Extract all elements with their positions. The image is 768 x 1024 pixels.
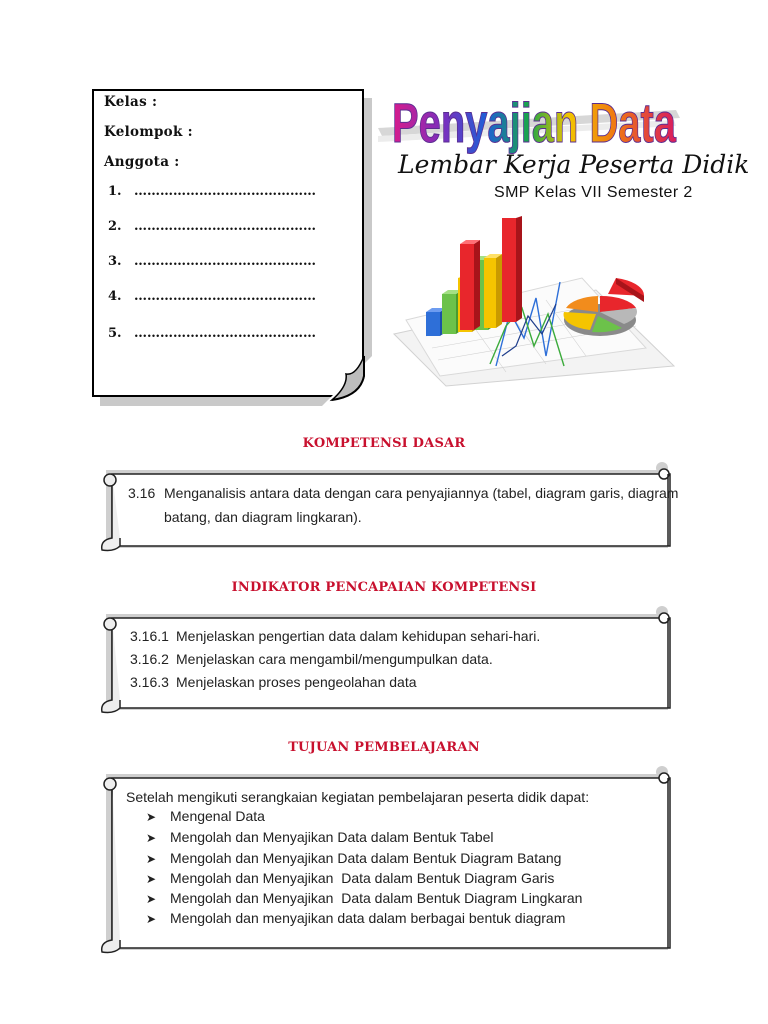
indikator-heading: INDIKATOR PENCAPAIAN KOMPETENSI <box>231 580 537 595</box>
tujuan-item-text: Mengolah dan Menyajikan Data dalam Bentuk Diagram Lingkaran <box>170 890 583 906</box>
member-row-3 <box>108 254 316 269</box>
kd-text-first-line: Menganalisis antara data dengan cara penyajiannya (tabel, diagram garis, diagram <box>164 485 679 501</box>
indikator-code: 3.16.2 <box>130 651 169 667</box>
member-blank-line: …………………………………… <box>134 289 316 304</box>
tujuan-intro: Setelah mengikuti serangkaian kegiatan pembelajaran peserta didik dapat: <box>126 789 590 805</box>
tujuan-item-text: Mengolah dan menyajikan data dalam berbagai bentuk diagram <box>170 910 566 926</box>
member-row-4 <box>108 289 316 304</box>
indikator-item <box>130 628 540 644</box>
tujuan-item-text: Mengolah dan Menyajikan Data dalam Bentuk Tabel <box>170 829 494 845</box>
tujuan-item <box>146 870 554 886</box>
indikator-item <box>130 651 493 667</box>
member-number: 4. <box>108 289 122 304</box>
arrowhead-bullet-icon: ➤ <box>146 912 157 926</box>
page-curl-icon <box>322 356 372 406</box>
worksheet-subtitle: Lembar Kerja Peserta Didik <box>398 150 750 179</box>
kelas-label: Kelas : <box>104 94 158 110</box>
title-main-text: Penyajian Data <box>392 91 677 154</box>
class-semester-info: SMP Kelas VII Semester 2 <box>494 184 693 201</box>
member-row-2 <box>108 219 316 234</box>
member-blank-line: …………………………………… <box>134 254 316 269</box>
3d-bar-and-pie-chart-illustration <box>386 216 676 386</box>
indikator-text: Menjelaskan cara mengambil/mengumpulkan data. <box>176 651 493 667</box>
indikator-code: 3.16.1 <box>130 628 169 644</box>
tujuan-item <box>146 829 494 845</box>
arrowhead-bullet-icon: ➤ <box>146 852 157 866</box>
indikator-text: Menjelaskan proses pengeolahan data <box>176 674 417 690</box>
member-number: 5. <box>108 326 122 341</box>
arrowhead-bullet-icon: ➤ <box>146 872 157 886</box>
arrowhead-bullet-icon: ➤ <box>146 831 157 845</box>
kompetensi-dasar-heading: KOMPETENSI DASAR <box>302 436 466 451</box>
indikator-item <box>130 674 417 690</box>
member-blank-line: …………………………………… <box>134 326 316 341</box>
arrowhead-bullet-icon: ➤ <box>146 892 157 906</box>
tujuan-item-text: Mengenal Data <box>170 808 265 824</box>
arrowhead-bullet-icon: ➤ <box>146 810 157 824</box>
indikator-text: Menjelaskan pengertian data dalam kehidupan sehari-hari. <box>176 628 541 644</box>
kd-code: 3.16 <box>128 485 156 501</box>
member-blank-line: …………………………………… <box>134 184 316 199</box>
member-blank-line: …………………………………… <box>134 219 316 234</box>
tujuan-item <box>146 890 582 906</box>
tujuan-item-text: Mengolah dan Menyajikan Data dalam Bentuk Diagram Batang <box>170 850 562 866</box>
member-number: 3. <box>108 254 122 269</box>
anggota-label: Anggota : <box>104 154 180 170</box>
tujuan-item <box>146 850 561 866</box>
kd-text-line-1 <box>128 482 678 504</box>
kd-text-second-line: batang, dan diagram lingkaran). <box>164 509 362 525</box>
kelompok-label: Kelompok : <box>104 124 193 140</box>
tujuan-item-text: Mengolah dan Menyajikan Data dalam Bentuk Diagram Garis <box>170 870 555 886</box>
indikator-code: 3.16.3 <box>130 674 169 690</box>
member-row-5 <box>108 326 316 341</box>
tujuan-heading: TUJUAN PEMBELAJARAN <box>288 740 480 755</box>
tujuan-item <box>146 910 565 926</box>
member-number: 2. <box>108 219 122 234</box>
member-row-1 <box>108 184 316 199</box>
tujuan-item <box>146 808 265 824</box>
member-number: 1. <box>108 184 122 199</box>
